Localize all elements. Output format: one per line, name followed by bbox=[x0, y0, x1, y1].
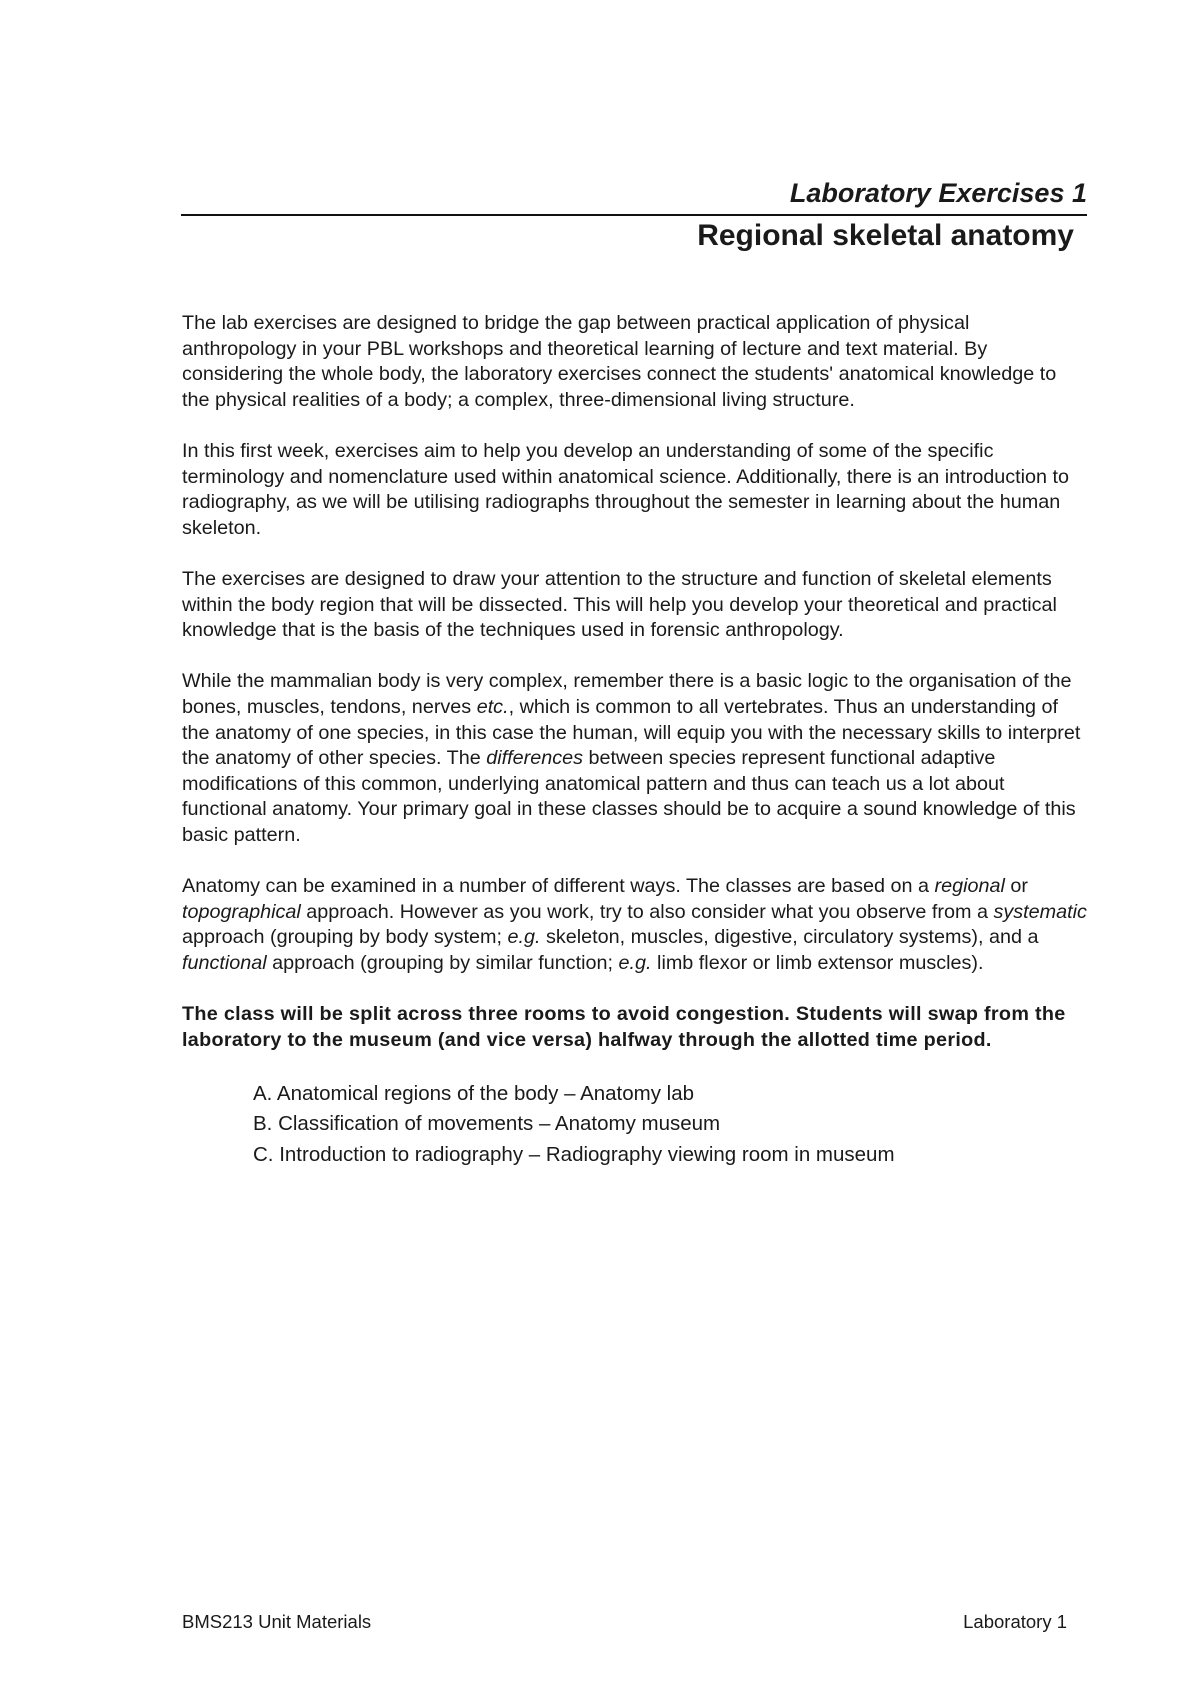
task-list bbox=[182, 1079, 1087, 1171]
text-run: approach (grouping by similar function; bbox=[266, 951, 619, 974]
italic-regional: regional bbox=[934, 875, 1005, 898]
italic-eg: e.g. bbox=[507, 926, 541, 949]
text-run: or bbox=[1004, 875, 1028, 898]
footer-unit: BMS213 Unit Materials bbox=[182, 1611, 372, 1632]
paragraph-first-week: In this first week, exercises aim to help you develop an understanding of some of the specific terminology and nomenclature used within anatomical science. Additionally, there is an introduction to radiography, as we will be utilising radiographs throughout the semester in learning about the human skeleton. bbox=[182, 439, 1069, 539]
bold-class-note: The class will be split across three rooms to avoid congestion. Students will swap from the laboratory to the museum (and vice versa) halfway through the allotted time period. bbox=[182, 1003, 1066, 1051]
text-run: approach. However as you work, try to also consider what you observe from a bbox=[300, 900, 994, 923]
text-run: Anatomy can be examined in a number of different ways. The classes are based on a bbox=[182, 875, 935, 898]
paragraph-approaches bbox=[182, 874, 1087, 976]
body-text bbox=[182, 311, 1087, 1170]
paragraph-intro: The lab exercises are designed to bridge the gap between practical application of physical anthropology in your PBL workshops and theoretical learning of lecture and text material. By considering the whole body, the laboratory exercises connect the students' anatomical knowledge to the physical realities of a body; a complex, three-dimensional living structure. bbox=[182, 312, 1057, 411]
italic-systematic: systematic bbox=[993, 900, 1087, 923]
footer-page-label: Laboratory 1 bbox=[963, 1611, 1067, 1632]
text-run: While the mammalian body is very complex, remember there is a basic logic to the organisation of the bones, muscles, tendons, nerves bbox=[182, 670, 1072, 718]
task-item: C. Introduction to radiography – Radiography viewing room in museum bbox=[253, 1142, 895, 1166]
text-run: between species represent functional adaptive modifications of this common, underlying anatomical pattern and thus can teach us a lot about functional anatomy. Your primary goal in these classes should be to acquire a sound knowledge of this basic pattern. bbox=[182, 747, 1076, 846]
page-title: Regional skeletal anatomy bbox=[697, 219, 1074, 252]
italic-etc: etc. bbox=[476, 695, 509, 718]
paragraph-mammalian-body bbox=[182, 669, 1087, 848]
paragraph-exercise-design: The exercises are designed to draw your attention to the structure and function of skeletal elements within the body region that will be dissected. This will help you develop your theoretical and practical knowledge that is the basis of the techniques used in forensic anthropology. bbox=[182, 567, 1057, 642]
header-kicker: Laboratory Exercises 1 bbox=[789, 178, 1087, 208]
text-run: limb flexor or limb extensor muscles). bbox=[651, 951, 984, 974]
italic-differences: differences bbox=[486, 747, 583, 770]
text-run: approach (grouping by body system; bbox=[182, 926, 508, 949]
italic-topographical: topographical bbox=[182, 900, 301, 923]
text-run: , which is common to all vertebrates. Thus an understanding of the anatomy of one species, in this case the human, will equip you with the necessary skills to interpret the anatomy of other species. The bbox=[182, 695, 1081, 770]
text-run: skeleton, muscles, digestive, circulatory systems), and a bbox=[540, 926, 1039, 949]
header-rule bbox=[181, 214, 1087, 216]
italic-functional: functional bbox=[182, 951, 267, 974]
task-item: B. Classification of movements – Anatomy museum bbox=[253, 1112, 721, 1136]
italic-eg: e.g. bbox=[618, 951, 652, 974]
task-item: A. Anatomical regions of the body – Anatomy lab bbox=[253, 1081, 695, 1105]
